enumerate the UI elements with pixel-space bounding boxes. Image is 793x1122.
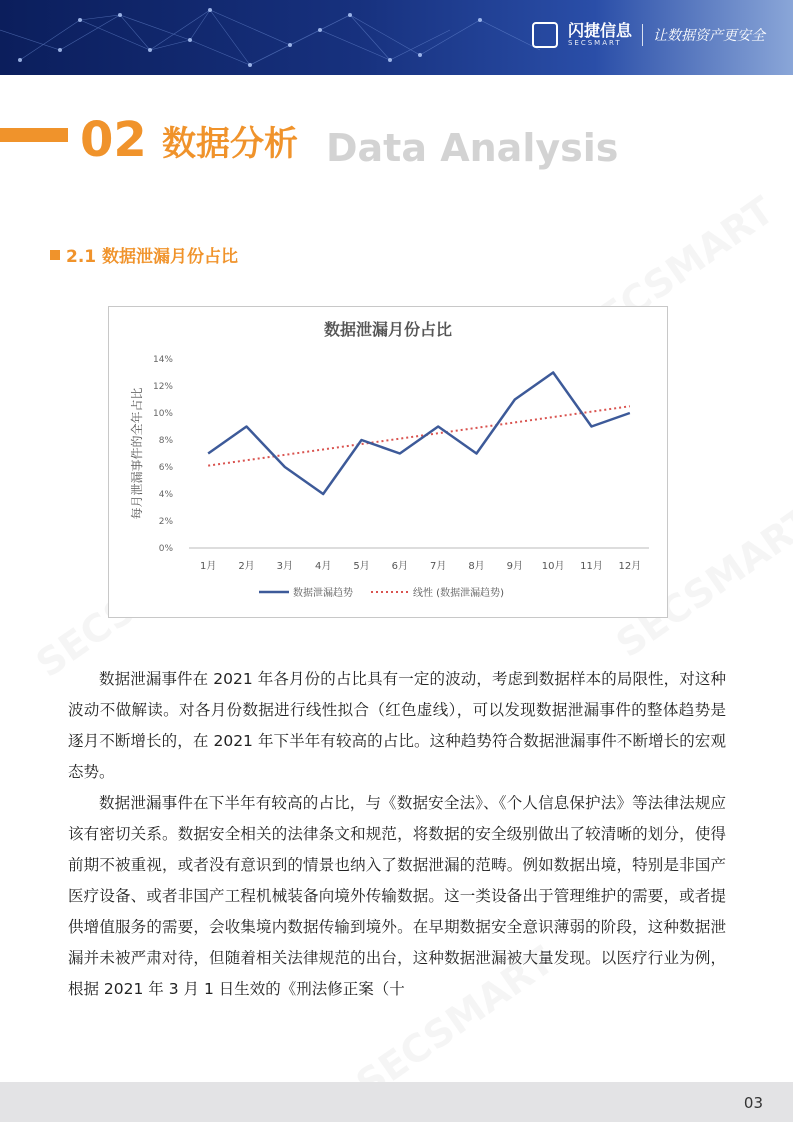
paragraph: 数据泄漏事件在下半年有较高的占比，与《数据安全法》、《个人信息保护法》等法律法规应该有密切关系。数据安全相关的法律条文和规范，将数据的安全级别做出了较清晰的划分，使得前期不被重视，或者没有意识到的情景也纳入了数据泄漏的范畴。例如数据出境，特别是非国产医疗设备、或者非国产工程机械装备向境外传输数据。这一类设备出于管理维护的需要，或者提供增值服务的需要，会收集境内数据传输到境外。在早期数据安全意识薄弱的阶段，这种数据泄漏并未被严肃对待，但随着相关法律规范的出台，这种数据泄漏被大量发现。以医疗行业为例，根据 2021 年 3 月 1 日生效的《刑法修正案（十 <box>68 794 726 998</box>
top-banner <box>0 0 793 75</box>
y-tick-label: 10% <box>152 409 173 419</box>
y-tick-label: 14% <box>152 355 173 365</box>
chapter-number: 02 <box>80 112 147 168</box>
y-tick-label: 4% <box>158 490 173 500</box>
x-tick-label: 6月 <box>391 561 409 572</box>
line-chart <box>108 306 668 618</box>
legend-series-label: 数据泄漏趋势 <box>293 588 353 599</box>
y-tick-label: 6% <box>158 463 173 473</box>
x-tick-label: 2月 <box>238 561 255 572</box>
x-tick-label: 8月 <box>468 561 485 572</box>
y-axis-label: 每月泄漏事件的全年占比 <box>130 387 144 520</box>
x-tick-label: 11月 <box>580 561 603 572</box>
footer-bar <box>0 1082 793 1122</box>
x-tick-label: 7月 <box>429 561 447 572</box>
y-tick-label: 12% <box>152 382 173 392</box>
header-accent-bar <box>0 128 68 142</box>
paragraph: 数据泄漏事件在 2021 年各月份的占比具有一定的波动，考虑到数据样本的局限性，对这种波动不做解读。对各月份数据进行线性拟合（红色虚线），可以发现数据泄漏事件的整体趋势是逐月不断增长的，在 2021 年下半年有较高的占比。这种趋势符合数据泄漏事件不断增长的宏观态势。 <box>68 670 726 781</box>
brand-sub: SECSMART <box>567 39 622 47</box>
x-tick-label: 4月 <box>314 561 332 572</box>
x-tick-label: 10月 <box>541 561 565 572</box>
x-tick-label: 12月 <box>618 561 642 572</box>
x-tick-label: 5月 <box>353 561 370 572</box>
chart-canvas <box>109 307 667 617</box>
logo-divider <box>642 24 643 46</box>
page-number: 03 <box>743 1094 763 1112</box>
brand-slogan: 让数据资产更安全 <box>653 28 765 44</box>
bullet-square-icon <box>50 250 60 260</box>
legend-trend-label: 线性 (数据泄漏趋势) <box>413 588 504 599</box>
section-heading <box>50 242 238 267</box>
brand-name: 闪捷信息 <box>567 21 632 40</box>
chapter-title-en: Data Analysis <box>326 126 619 170</box>
chapter-title-cn: 数据分析 <box>162 124 298 164</box>
y-tick-label: 2% <box>158 517 173 527</box>
brand-logo <box>532 22 765 48</box>
trend-line <box>208 406 630 465</box>
series-line <box>208 373 630 495</box>
x-tick-label: 1月 <box>199 561 217 572</box>
x-tick-label: 3月 <box>276 561 294 572</box>
x-tick-label: 9月 <box>506 561 524 572</box>
body-text <box>68 664 726 1005</box>
chart-title: 数据泄漏月份占比 <box>323 320 453 339</box>
y-tick-label: 8% <box>158 436 173 446</box>
logo-icon <box>532 22 558 48</box>
section-title: 2.1 数据泄漏月份占比 <box>66 247 239 267</box>
y-tick-label: 0% <box>158 544 173 554</box>
brand-name-block <box>568 23 632 47</box>
